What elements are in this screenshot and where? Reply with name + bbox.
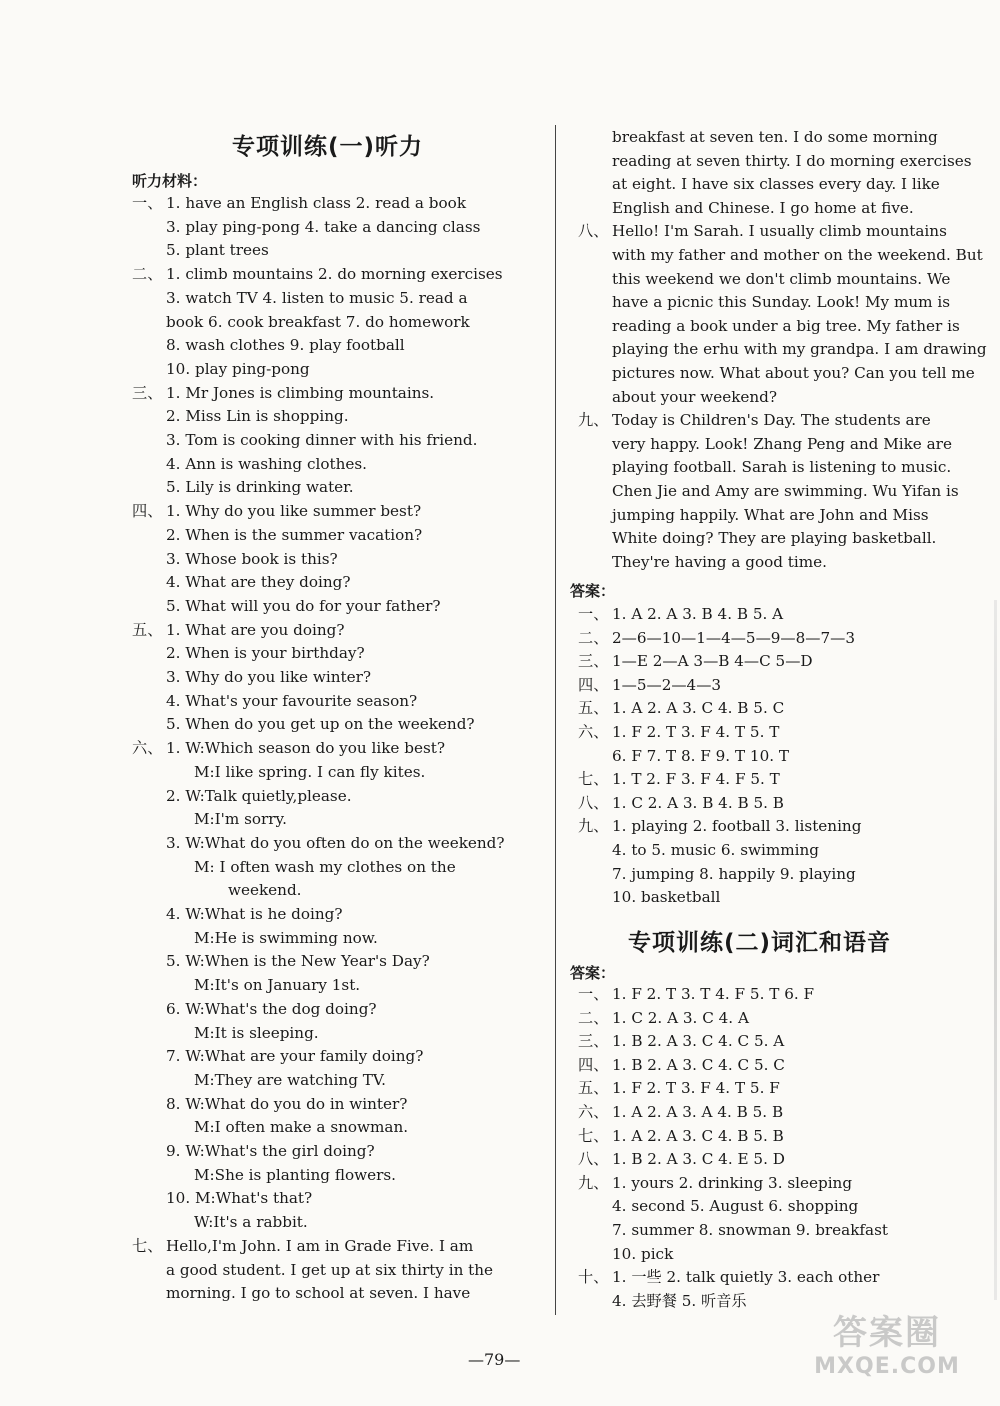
line-text: 3. Whose book is this? [166,549,338,568]
section-number: 一、 [578,985,609,1003]
text-line [578,434,984,454]
text-line [132,193,538,213]
section-number: 六、 [132,739,163,758]
section-number: 三、 [132,383,163,402]
text-line [578,292,984,312]
text-line [132,217,538,237]
section-number: 八、 [578,222,609,241]
section-number: 八、 [578,1150,609,1169]
text-line [578,1008,984,1028]
line-text: pictures now. What about you? Can you tell me [612,364,975,382]
line-text: Hello! I'm Sarah. I usually climb mountains [612,222,947,241]
text-line [578,1055,984,1075]
line-text: 2—6—10—1—4—5—9—8—7—3 [612,628,855,647]
text-line [578,1031,984,1051]
line-text: 9. W:What's the girl doing? [166,1142,375,1160]
line-text: 3. W:What do you often do on the weekend? [166,833,505,852]
text-line [578,269,984,289]
text-line [578,722,984,742]
section-number: 九、 [578,1173,609,1192]
line-text: M:He is swimming now. [194,928,378,947]
section-number: 二、 [578,1008,609,1027]
text-line [132,691,538,711]
watermark-url: MXQE.COM [814,1354,960,1379]
line-text: 8. wash clothes 9. play football [166,336,405,355]
text-line [132,904,538,924]
answer-label: 答案： [570,582,616,600]
text-line [578,552,984,572]
line-text: 4. What are they doing? [166,573,351,592]
section-number: 五、 [132,620,163,639]
text-line [578,457,984,477]
line-text: breakfast at seven ten. I do some morning [612,128,938,146]
answer-label-2: 答案： [570,964,616,982]
text-line [578,174,984,194]
line-text: 3. play ping-pong 4. take a dancing class [166,217,481,236]
text-line [132,454,538,474]
section-number: 七、 [578,1126,609,1145]
page-edge-shadow [994,600,997,1300]
text-line [578,816,984,836]
text-line [132,1094,538,1114]
text-line [132,762,538,782]
line-text: 2. Miss Lin is shopping. [166,407,349,426]
line-text: 3. Why do you like winter? [166,668,372,686]
line-text: 1. B 2. A 3. C 4. E 5. D [612,1150,785,1169]
text-line [132,1165,538,1185]
line-text: book 6. cook breakfast 7. do homework [166,312,470,331]
text-line [132,525,538,545]
text-line [578,481,984,501]
line-text: 1. climb mountains 2. do morning exercises [166,265,503,284]
text-line [132,1070,538,1090]
line-text: M:I like spring. I can fly kites. [194,762,426,781]
line-text: with my father and mother on the weekend. But [612,246,983,264]
line-text: M:They are watching TV. [194,1070,387,1089]
text-line [132,667,538,687]
text-line [578,887,984,907]
line-text: 1. 一些 2. talk quietly 3. each other [612,1268,880,1287]
line-text: 1. A 2. A 3. B 4. B 5. A [612,605,784,623]
line-text: M:I often make a snowman. [194,1118,409,1137]
section-number: 四、 [578,675,609,694]
line-text: 4. second 5. August 6. shopping [612,1197,859,1216]
text-line [578,363,984,383]
text-line [578,245,984,265]
line-text: 1. playing 2. football 3. listening [612,817,862,836]
text-line [132,549,538,569]
text-line [578,793,984,813]
line-text: 3. Tom is cooking dinner with his friend. [166,431,478,449]
text-line [578,746,984,766]
text-line [578,1291,984,1311]
text-line [132,1283,538,1303]
text-line [132,430,538,450]
line-text: 10. basketball [612,888,721,907]
line-text: 4. 去野餐 5. 听音乐 [612,1291,747,1310]
text-line [578,651,984,671]
line-text: 6. F 7. T 8. F 9. T 10. T [612,746,790,765]
section-number: 九、 [578,411,609,430]
section-number: 二、 [132,265,163,284]
text-line [132,264,538,284]
line-text: 2. W:Talk quietly,please. [166,786,352,805]
line-text: 7. W:What are your family doing? [166,1047,424,1066]
line-text: this weekend we don't climb mountains. We [612,269,951,288]
text-line [578,528,984,548]
line-text: 10. play ping-pong [166,359,310,378]
line-text: reading at seven thirty. I do morning exercises [612,151,972,170]
line-text: a good student. I get up at six thirty in the [166,1260,494,1279]
text-line [132,833,538,853]
material-label: 听力材料： [132,172,208,190]
text-line [132,383,538,403]
line-text: playing the erhu with my grandpa. I am drawing [612,340,987,359]
text-line [578,410,984,430]
line-text: 1. yours 2. drinking 3. sleeping [612,1173,853,1192]
text-line [578,1173,984,1193]
line-text: 4. What's your favourite season? [166,691,418,710]
line-text: 1. What are you doing? [166,620,345,639]
line-text: morning. I go to school at seven. I have [166,1284,471,1303]
line-text: 6. W:What's the dog doing? [166,999,377,1018]
text-line [132,1188,538,1208]
section-number: 二、 [578,628,609,647]
text-line [132,288,538,308]
text-line [578,1149,984,1169]
line-text: 1. W:Which season do you like best? [166,739,445,758]
text-line [132,951,538,971]
line-text: playing football. Sarah is listening to music. [612,458,952,477]
text-line [578,604,984,624]
line-text: 5. What will you do for your father? [166,596,441,615]
line-text: 7. jumping 8. happily 9. playing [612,864,856,883]
section-heading-listening: 专项训练(一)听力 [232,134,424,160]
section-number: 六、 [578,1103,609,1121]
text-line [578,698,984,718]
line-text: 1—5—2—4—3 [612,675,722,694]
text-line [578,387,984,407]
section-number: 四、 [132,502,163,521]
text-line [132,312,538,332]
line-text: M:I'm sorry. [194,810,287,829]
text-line [578,1196,984,1216]
column-divider [555,125,556,1315]
text-line [132,1117,538,1137]
text-line [578,221,984,241]
text-line [578,1078,984,1098]
section-number: 三、 [578,1032,609,1051]
line-text: W:It's a rabbit. [194,1213,308,1232]
text-line [578,840,984,860]
section-number: 五、 [578,1079,609,1098]
text-line [132,596,538,616]
text-line [578,1102,984,1122]
line-text: 5. plant trees [166,241,269,260]
section-number: 六、 [578,723,609,741]
line-text: M: I often wash my clothes on the [194,857,456,876]
text-line [132,1023,538,1043]
line-text: Hello,I'm John. I am in Grade Five. I am [166,1236,474,1255]
section-number: 八、 [578,793,609,812]
text-line [132,1212,538,1232]
line-text: at eight. I have six classes every day. I like [612,175,940,194]
line-text: 4. to 5. music 6. swimming [612,841,820,859]
line-text: 1. B 2. A 3. C 4. C 5. C [612,1055,785,1074]
line-text: 1—E 2—A 3—B 4—C 5—D [612,652,813,671]
text-line [132,1260,538,1280]
text-line [132,975,538,995]
line-text: 1. Mr Jones is climbing mountains. [166,383,435,402]
text-line [132,928,538,948]
section-number: 七、 [132,1236,163,1255]
text-line [132,1141,538,1161]
text-line [132,857,538,877]
line-text: M:It is sleeping. [194,1023,319,1042]
line-text: 1. A 2. A 3. C 4. B 5. B [612,1126,784,1145]
watermark-text: 答案圈 [833,1313,941,1353]
line-text: weekend. [228,881,302,900]
text-line [132,809,538,829]
line-text: 1. F 2. T 3. T 4. F 5. T 6. F [612,985,815,1003]
line-text: Chen Jie and Amy are swimming. Wu Yifan is [612,482,959,500]
text-line [132,714,538,734]
section-heading-vocab: 专项训练(二)词汇和语音 [628,930,892,956]
line-text: 1. A 2. A 3. C 4. B 5. C [612,699,785,718]
text-line [578,316,984,336]
text-line [132,359,538,379]
line-text: They're having a good time. [612,552,827,571]
text-line [578,675,984,695]
line-text: 5. Lily is drinking water. [166,478,354,497]
text-line [578,151,984,171]
text-line [578,628,984,648]
text-line [578,127,984,147]
text-line [578,769,984,789]
text-line [132,477,538,497]
line-text: 7. summer 8. snowman 9. breakfast [612,1221,888,1239]
text-line [578,864,984,884]
line-text: 1. Why do you like summer best? [166,502,422,521]
text-line [132,240,538,260]
text-line [132,999,538,1019]
line-text: 1. B 2. A 3. C 4. C 5. A [612,1032,785,1051]
line-text: have a picnic this Sunday. Look! My mum is [612,293,951,312]
line-text: 1. F 2. T 3. F 4. T 5. F [612,1079,780,1098]
line-text: 5. When do you get up on the weekend? [166,715,475,734]
text-line [132,335,538,355]
line-text: 3. watch TV 4. listen to music 5. read a [166,288,468,307]
line-text: 1. F 2. T 3. F 4. T 5. T [612,723,780,741]
line-text: 10. pick [612,1244,674,1263]
text-line [132,738,538,758]
text-line [132,1236,538,1256]
line-text: 1. have an English class 2. read a book [166,194,467,212]
line-text: Today is Children's Day. The students are [612,411,931,430]
line-text: M:It's on January 1st. [194,976,361,995]
text-line [578,1244,984,1264]
line-text: 10. M:What's that? [166,1189,313,1208]
section-number: 七、 [578,770,609,789]
text-line [578,1267,984,1287]
page-number: —79— [468,1350,521,1369]
line-text: 1. C 2. A 3. B 4. B 5. B [612,793,784,812]
line-text: reading a book under a big tree. My father is [612,316,960,335]
text-line [132,620,538,640]
text-line [578,984,984,1004]
text-line [578,339,987,359]
section-number: 五、 [578,699,609,718]
line-text: about your weekend? [612,387,778,406]
line-text: White doing? They are playing basketball. [612,529,937,548]
line-text: 2. When is your birthday? [166,644,365,663]
section-number: 四、 [578,1055,609,1074]
line-text: very happy. Look! Zhang Peng and Mike are [612,434,952,453]
watermark-logo [792,1312,982,1392]
section-number: 九、 [578,817,609,836]
text-line [132,572,538,592]
text-line [132,880,538,900]
text-line [578,1126,984,1146]
line-text: 1. T 2. F 3. F 4. F 5. T [612,770,780,789]
section-number: 一、 [578,605,609,623]
text-line [132,406,538,426]
text-line [578,505,984,525]
line-text: 1. C 2. A 3. C 4. A [612,1008,749,1027]
line-text: 8. W:What do you do in winter? [166,1094,408,1113]
line-text: 4. W:What is he doing? [166,905,343,923]
line-text: English and Chinese. I go home at five. [612,198,914,217]
section-number: 三、 [578,652,609,671]
text-line [578,1220,984,1240]
section-number: 一、 [132,194,163,212]
text-line [132,1046,538,1066]
line-text: M:She is planting flowers. [194,1165,396,1184]
line-text: 4. Ann is washing clothes. [166,454,367,473]
line-text: 1. A 2. A 3. A 4. B 5. B [612,1103,784,1121]
text-line [578,198,984,218]
section-number: 十、 [578,1268,609,1287]
text-line [132,786,538,806]
line-text: 2. When is the summer vacation? [166,525,423,544]
text-line [132,643,538,663]
line-text: jumping happily. What are John and Miss [612,505,929,524]
line-text: 5. W:When is the New Year's Day? [166,952,430,971]
text-line [132,501,538,521]
